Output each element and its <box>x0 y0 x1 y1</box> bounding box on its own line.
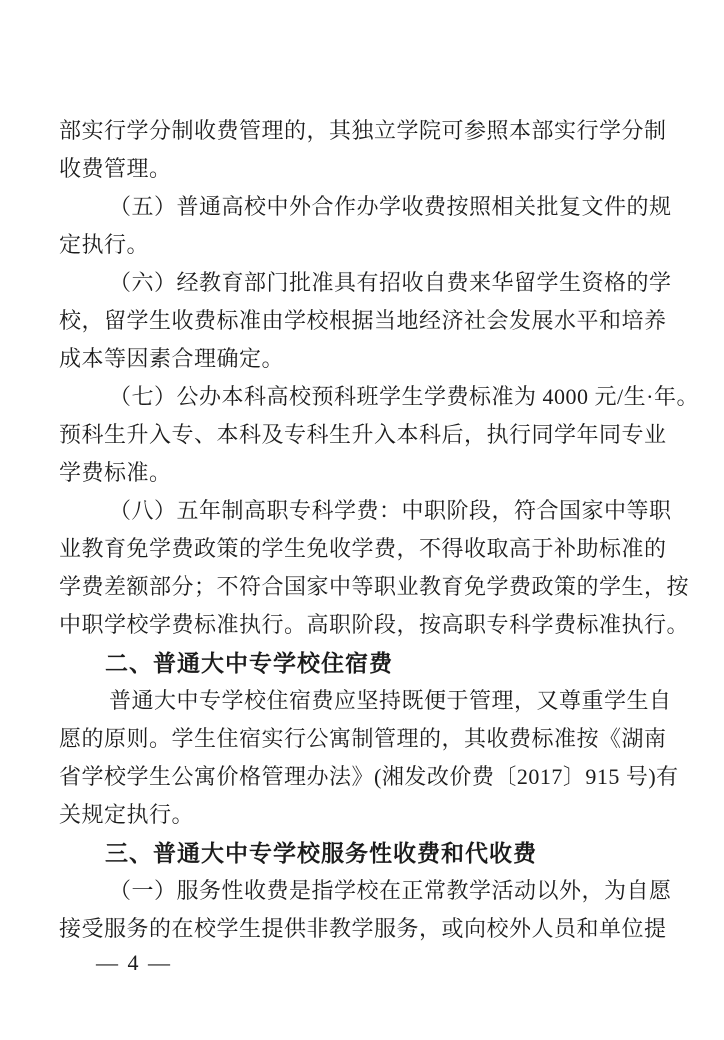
text-line: 学费差额部分；不符合国家中等职业教育免学费政策的学生，按 <box>59 574 690 599</box>
text-line: 成本等因素合理确定。 <box>59 346 285 371</box>
text-line: 省学校学生公寓价格管理办法》(湘发改价费〔2017〕915 号)有 <box>59 764 679 789</box>
section-heading: 二、普通大中专学校住宿费 <box>105 650 393 676</box>
text-line: 业教育免学费政策的学生免收学费，不得收取高于补助标准的 <box>59 536 667 561</box>
text-line: 中职学校学费标准执行。高职阶段，按高职专科学费标准执行。 <box>59 612 690 637</box>
text-line: 关规定执行。 <box>59 802 195 827</box>
page-number: — 4 — <box>96 950 172 975</box>
text-line: 学费标准。 <box>59 460 172 485</box>
text-line: 愿的原则。学生住宿实行公寓制管理的，其收费标准按《湖南 <box>59 726 667 751</box>
text-line: 预科生升入专、本科及专科生升入本科后，执行同学年同专业 <box>59 422 667 447</box>
text-line: （七）公办本科高校预科班学生学费标准为 4000 元/生·年。 <box>109 384 699 409</box>
text-line: 接受服务的在校学生提供非教学服务，或向校外人员和单位提 <box>59 916 667 941</box>
text-line: 定执行。 <box>59 232 150 257</box>
text-line: 部实行学分制收费管理的，其独立学院可参照本部实行学分制 <box>59 118 667 143</box>
text-line: （一）服务性收费是指学校在正常教学活动以外，为自愿 <box>109 878 672 903</box>
text-line: （八）五年制高职专科学费：中职阶段，符合国家中等职 <box>109 498 672 523</box>
body-text <box>59 112 699 948</box>
text-line: 收费管理。 <box>59 156 172 181</box>
text-line: 校，留学生收费标准由学校根据当地经济社会发展水平和培养 <box>59 308 667 333</box>
text-line: 普通大中专学校住宿费应坚持既便于管理，又尊重学生自 <box>109 688 672 713</box>
text-line: （五）普通高校中外合作办学收费按照相关批复文件的规 <box>109 194 672 219</box>
text-line: （六）经教育部门批准具有招收自费来华留学生资格的学 <box>109 270 672 295</box>
section-heading: 三、普通大中专学校服务性收费和代收费 <box>105 840 537 866</box>
